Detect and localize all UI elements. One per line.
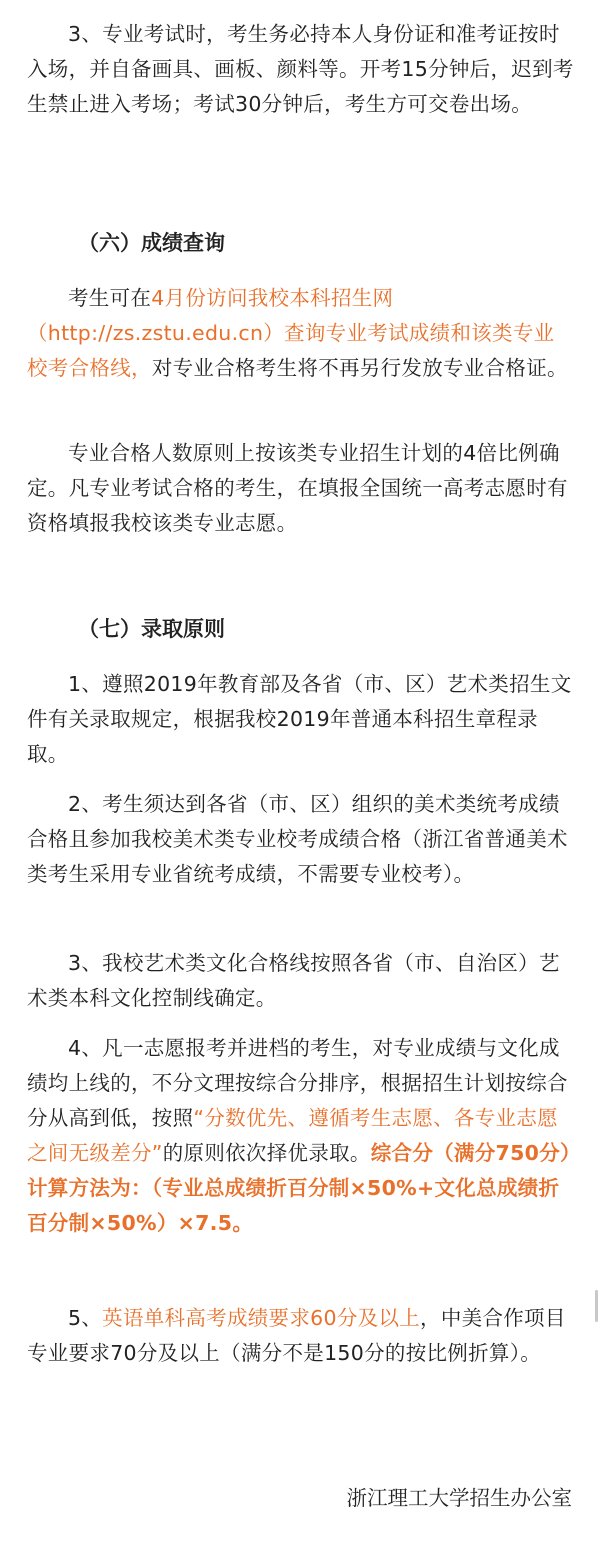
admission-5-prefix: 5、 — [68, 1306, 103, 1330]
admission-1-text: 1、遵照2019年教育部及各省（市、区）艺术类招生文件有关录取规定，根据我校2019年普通本科招生章程录取。 — [27, 672, 572, 766]
qualified-ratio-text: 专业合格人数原则上按该类专业招生计划的4倍比例确定。凡专业考试合格的考生，在填报全国统一高考志愿时有资格填报我校该类专业志愿。 — [27, 441, 568, 535]
admission-4-text-b: 的原则依次择优录取。 — [162, 1141, 371, 1165]
section-heading-score-query: （六）成绩查询 — [78, 231, 225, 255]
paragraph-admission-3 — [27, 946, 575, 1016]
section-heading-admission: （七）录取原则 — [78, 617, 225, 641]
admission-4-formula-highlight: 综合分（满分750分）计算方法为：（专业总成绩折百分制×50%+文化总成绩折百分制×50%）×7.5。 — [27, 1141, 571, 1235]
paragraph-qualified-ratio — [27, 436, 575, 541]
scrollbar-thumb[interactable] — [595, 1290, 598, 1322]
admission-4-principle-highlight: “分数优先、遵循考生志愿、各专业志愿之间无级差分” — [27, 1106, 558, 1165]
paragraph-admission-2 — [27, 787, 575, 892]
admission-5-text-b: ，中美合作项目专业要求70分及以上（满分不是150分的按比例折算）。 — [27, 1306, 566, 1365]
paragraph-exam-rules — [27, 17, 575, 122]
admission-5-english-highlight: 英语单科高考成绩要求60分及以上 — [102, 1306, 421, 1330]
admission-3-text: 3、我校艺术类文化合格线按照各省（市、自治区）艺术类本科文化控制线确定。 — [27, 951, 560, 1010]
paragraph-admission-4 — [27, 1031, 575, 1241]
admission-4-text-a: 4、凡一志愿报考并进档的考生，对专业成绩与文化成绩均上线的，不分文理按综合分排序，根据招生计划按综合分从高到低，按照 — [27, 1036, 568, 1130]
admission-2-text: 2、考生须达到各省（市、区）组织的美术类统考成绩合格且参加我校美术类专业校考成绩合格（浙江省普通美术类考生采用专业省统考成绩，不需要专业校考）。 — [27, 792, 568, 886]
paragraph-admission-5 — [27, 1301, 575, 1371]
score-query-link-highlight[interactable]: 4月份访问我校本科招生网（http://zs.zstu.edu.cn）查询专业考试成绩和该类专业校考合格线， — [27, 286, 555, 380]
paragraph-admission-1 — [27, 667, 575, 772]
score-query-text-b: 对专业合格考生将不再另行发放专业合格证。 — [151, 356, 568, 380]
score-query-text-a: 考生可在 — [68, 286, 152, 310]
exam-rules-text: 3、专业考试时，考生务必持本人身份证和准考证按时入场，并自备画具、画板、颜料等。开考15分钟后，迟到考生禁止进入考场；考试30分钟后，考生方可交卷出场。 — [27, 22, 574, 116]
signature-office: 浙江理工大学招生办公室 — [346, 1486, 572, 1510]
paragraph-score-query — [27, 281, 575, 386]
